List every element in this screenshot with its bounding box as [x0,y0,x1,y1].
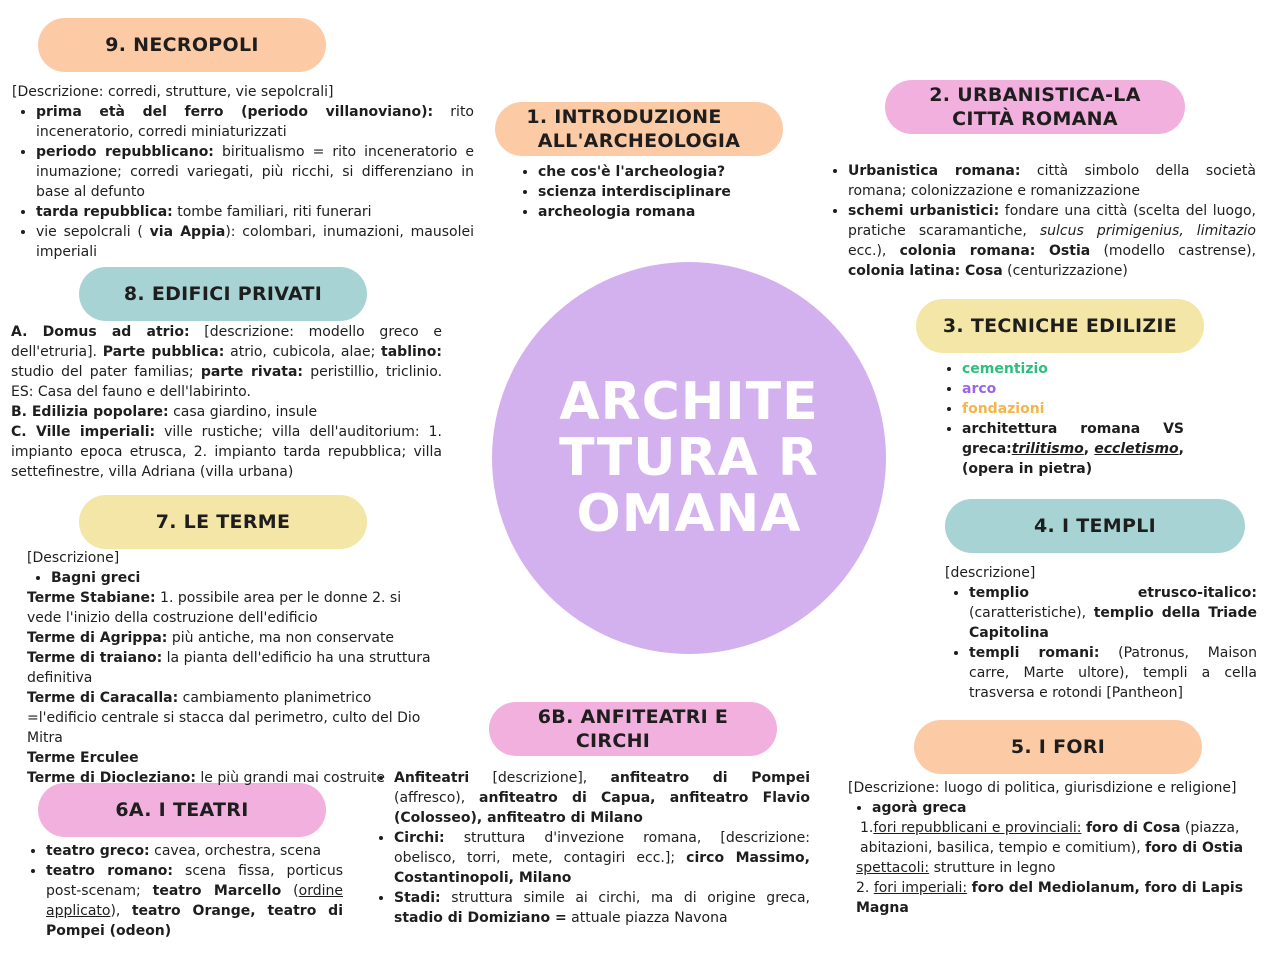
urbanistica-content [824,161,1256,281]
teatri-content [22,841,343,941]
tecniche-list [938,359,1184,479]
center-title: ARCHITETTURA ROMANA [559,372,819,544]
list-item: • arco [962,379,1184,399]
list-item: • templio etrusco-italico: (caratteristiche), templio della Triade Capitolina [969,583,1257,643]
intro-list [514,162,774,222]
edifici-title: 8. EDIFICI PRIVATI [123,283,323,305]
list-item: • archeologia romana [538,202,774,222]
intro-header [495,102,783,156]
teatri-title: 6A. I TEATRI [115,799,249,821]
list-item: • cementizio [962,359,1184,379]
list-item: • agorà greca [872,798,1258,818]
terme-line: Terme Erculee [27,750,139,766]
terme-title: 7. LE TERME [155,511,291,533]
list-item: • Anfiteatri [descrizione], anfiteatro di Pompei (affresco), anfiteatro di Capua, anfiteatro Flavio (Colosseo), anfiteatro di Milano [394,768,810,828]
templi-title: 4. I TEMPLI [1034,515,1156,537]
necropoli-title: 9. NECROPOLI [105,34,259,56]
edifici-content [11,322,442,482]
list-item: • fondazioni [962,399,1184,419]
terme-content [27,548,437,788]
list-item: • periodo repubblicano: biritualismo = rito inceneratorio e inumazione; corredi variegati, più ricchi, si differenziano in base al defunto [36,142,474,202]
templi-header [945,499,1245,553]
necropoli-content [12,82,474,262]
necropoli-description: [Descrizione: corredi, strutture, vie sepolcrali] [12,84,334,100]
terme-line: Terme di traiano: la pianta dell'edificio ha una struttura definitiva [27,650,431,686]
terme-line: Terme di Diocleziano: le più grandi mai costruite [27,770,386,786]
list-item: • teatro greco: cavea, orchestra, scena [46,841,343,861]
intro-content [514,162,774,222]
fori-spettacoli: spettacoli: strutture in legno [856,860,1056,876]
anfiteatri-list [370,768,810,928]
terme-line: Terme Stabiane: 1. possibile area per le donne 2. si vede l'inizio della costruzione dell'edificio [27,590,402,626]
necropoli-header [38,18,326,72]
terme-header [79,495,367,549]
edifici-domus: A. Domus ad atrio: [descrizione: modello greco e dell'etruria]. Parte pubblica: atrio, cubicola, alae; tablino: studio del pater familias; parte rivata: peristillio, triclinio. ES: Casa del fauno e dell'labirinto. [11,324,443,400]
list-item: • schemi urbanistici: fondare una città (scelta del luogo, pratiche scaramantiche, sulcus primigenius, limitazio ecc.), colonia romana: Ostia (modello castrense), colonia latina: Cosa (centurizzazione) [848,201,1256,281]
list-item: • Bagni greci [51,568,437,588]
templi-description: [descrizione] [945,565,1036,581]
list-item: • templi romani: (Patronus, Maison carre, Marte ultore), templi a cella trasversa e rotondi [Pantheon] [969,643,1257,703]
edifici-header [79,267,367,321]
fori-header [914,720,1202,774]
fori-repubblicani: 1.fori repubblicani e provinciali: foro di Cosa (piazza, abitazioni, basilica, tempio e comitium), foro di Ostia [860,820,1244,856]
list-item: • Circhi: struttura d'invezione romana, [descrizione: obelisco, torri, mete, contagiri ecc.]; circo Massimo, Costantinopoli, Milano [394,828,810,888]
terme-line: Terme di Caracalla: cambiamento planimetrico =l'edificio centrale si stacca dal perimetro, culto del Dio Mitra [27,690,421,746]
list-item: • prima età del ferro (periodo villanoviano): rito inceneratorio, corredi miniaturizzati [36,102,474,142]
tecniche-title: 3. TECNICHE EDILIZIE [942,315,1178,337]
templi-content [945,563,1257,703]
list-item: • scienza interdisciplinare [538,182,774,202]
urbanistica-title-line1: 2. URBANISTICA-LA [929,84,1141,106]
list-item: • Stadi: struttura simile ai circhi, ma di origine greca, stadio di Domiziano = attuale piazza Navona [394,888,810,928]
teatri-header [38,783,326,837]
anfiteatri-title-line1: 6B. ANFITEATRI E [537,706,729,728]
intro-title-line2: ALL'ARCHEOLOGIA [537,130,741,152]
anfiteatri-header [489,702,777,756]
list-item: • tarda repubblica: tombe familiari, riti funerari [36,202,474,222]
templi-list [945,583,1257,703]
fori-content [848,778,1258,918]
tecniche-content [938,359,1184,479]
list-item: • teatro romano: scena fissa, porticus post-scenam; teatro Marcello (ordine applicato), teatro Orange, teatro di Pompei (odeon) [46,861,343,941]
terme-description: [Descrizione] [27,550,120,566]
center-circle [492,262,886,654]
necropoli-list [12,102,474,262]
edifici-ville: C. Ville imperiali: ville rustiche; villa dell'auditorium: 1. impianto epoca etrusca, 2. impianto tarda repubblica; villa settefinestre, villa Adriana (villa urbana) [11,424,442,480]
list-item: • architettura romana VS greca:trilitismo, eccletismo, (opera in pietra) [962,419,1184,479]
list-item: • che cos'è l'archeologia? [538,162,774,182]
list-item: • Urbanistica romana: città simbolo della società romana; colonizzazione e romanizzazione [848,161,1256,201]
teatri-list [22,841,343,941]
tecniche-header [916,299,1204,353]
urbanistica-list [824,161,1256,281]
fori-list [848,798,1258,818]
urbanistica-header [885,80,1185,134]
anfiteatri-content [370,768,810,928]
anfiteatri-title-line2: CIRCHI [575,730,651,752]
fori-imperiali: 2. fori imperiali: foro del Mediolanum, foro di Lapis Magna [856,880,1244,916]
urbanistica-title-line2: CITTÀ ROMANA [952,108,1118,130]
fori-title: 5. I FORI [1010,736,1106,758]
terme-list [27,568,437,588]
intro-title-line1: 1. INTRODUZIONE [526,106,722,128]
edifici-popolare: B. Edilizia popolare: casa giardino, insule [11,404,318,420]
fori-description: [Descrizione: luogo di politica, giurisdizione e religione] [848,780,1237,796]
list-item: • vie sepolcrali ( via Appia): colombari, inumazioni, mausolei imperiali [36,222,474,262]
terme-line: Terme di Agrippa: più antiche, ma non conservate [27,630,395,646]
